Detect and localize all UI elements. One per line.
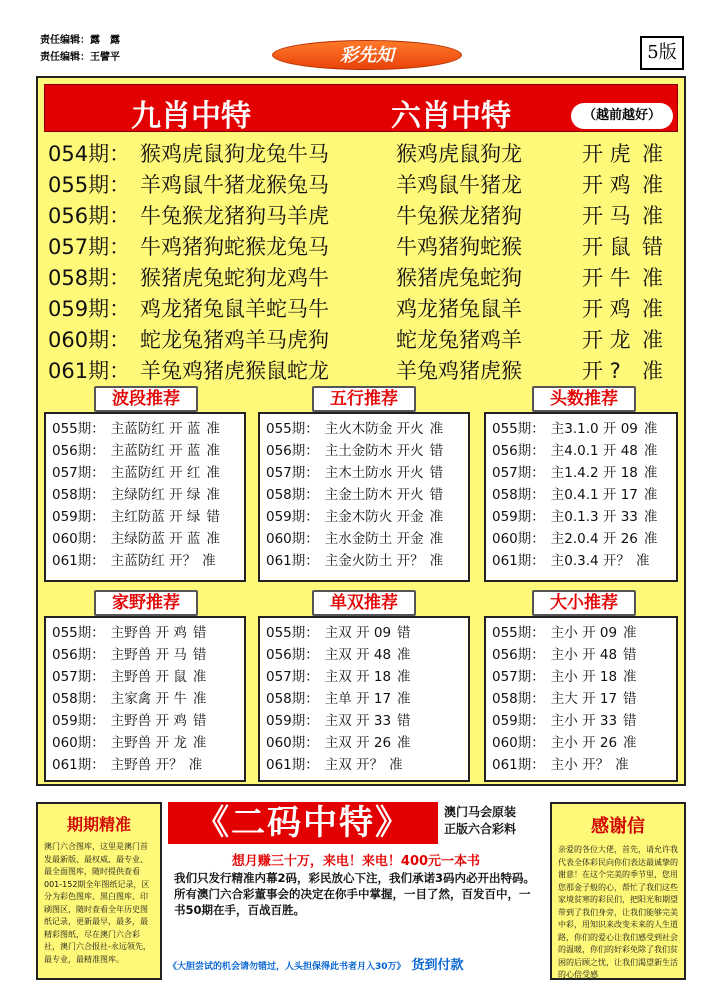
period: 060期： bbox=[48, 328, 131, 352]
draw-result: 开 虎 bbox=[582, 142, 631, 166]
section-title-five-elements: 五行推荐 bbox=[312, 386, 416, 412]
nine-zodiac: 猴猪虎兔蛇狗龙鸡牛 bbox=[140, 266, 329, 290]
draw-result: 开 龙 bbox=[582, 328, 631, 352]
accuracy: 准 bbox=[642, 328, 663, 352]
banner-tag: （越前越好） bbox=[571, 103, 673, 129]
list-item: 061期： 主双 开？ 准 bbox=[266, 757, 403, 773]
list-item: 055期： 主双 开 09 错 bbox=[266, 625, 411, 641]
head-number-box bbox=[484, 412, 678, 582]
main-panel bbox=[36, 76, 686, 786]
list-item: 057期： 主小 开 18 准 bbox=[492, 669, 637, 685]
six-zodiac: 牛鸡猪狗蛇猴 bbox=[396, 235, 522, 259]
list-item: 058期： 主大 开 17 错 bbox=[492, 691, 637, 707]
editor-line-2: 责任编辑：王譬平 bbox=[40, 52, 120, 63]
list-item: 055期： 主野兽 开 鸡 错 bbox=[52, 625, 207, 641]
list-item: 059期： 主野兽 开 鸡 错 bbox=[52, 713, 207, 729]
accuracy-ad bbox=[36, 802, 162, 980]
accuracy: 准 bbox=[642, 204, 663, 228]
list-item: 055期： 主火木防金 开火 准 bbox=[266, 421, 444, 437]
section-title-domestic-wild: 家野推荐 bbox=[94, 590, 198, 616]
list-item: 059期： 主红防蓝 开 绿 错 bbox=[52, 509, 220, 525]
list-item: 061期： 主0.3.4 开？ 准 bbox=[492, 553, 650, 569]
list-item: 056期： 主野兽 开 马 错 bbox=[52, 647, 207, 663]
editor-credits bbox=[40, 32, 120, 66]
list-item: 057期： 主双 开 18 准 bbox=[266, 669, 411, 685]
list-item: 058期： 主0.4.1 开 17 准 bbox=[492, 487, 658, 503]
zodiac-prediction-list bbox=[44, 136, 678, 384]
section-title-odd-even: 单双推荐 bbox=[312, 590, 416, 616]
nine-zodiac: 牛鸡猪狗蛇猴龙兔马 bbox=[140, 235, 329, 259]
section-title-head-number: 头数推荐 bbox=[532, 386, 636, 412]
six-zodiac: 猴猪虎兔蛇狗 bbox=[396, 266, 522, 290]
period: 061期： bbox=[48, 359, 131, 383]
title-banner bbox=[44, 84, 678, 132]
nine-zodiac: 羊鸡鼠牛猪龙猴兔马 bbox=[140, 173, 329, 197]
nine-zodiac: 鸡龙猪兔鼠羊蛇马牛 bbox=[140, 297, 329, 321]
prediction-row bbox=[44, 291, 678, 322]
accuracy: 准 bbox=[642, 266, 663, 290]
promo-line: 想月赚三十万，来电！来电！400元一本书 bbox=[231, 854, 481, 869]
list-item: 055期： 主小 开 09 准 bbox=[492, 625, 637, 641]
odd-even-box bbox=[258, 616, 470, 782]
advert-section bbox=[36, 802, 686, 980]
period: 056期： bbox=[48, 204, 131, 228]
list-item: 060期： 主野兽 开 龙 准 bbox=[52, 735, 207, 751]
prediction-row bbox=[44, 136, 678, 167]
list-item: 055期： 主蓝防红 开 蓝 准 bbox=[52, 421, 220, 437]
list-item: 060期： 主双 开 26 准 bbox=[266, 735, 411, 751]
masthead-logo: 彩先知 bbox=[272, 40, 462, 70]
list-item: 059期： 主金木防火 开金 准 bbox=[266, 509, 444, 525]
list-item: 057期： 主蓝防红 开 红 准 bbox=[52, 465, 220, 481]
guarantee-line: 《大胆尝试的机会请勿错过，人头担保得此书者月入30万》 货到付款 bbox=[168, 958, 464, 973]
list-item: 056期： 主双 开 48 准 bbox=[266, 647, 411, 663]
draw-result: 开 ? bbox=[582, 359, 621, 383]
two-code-title: 《二码中特》 bbox=[168, 802, 438, 844]
draw-result: 开 鸡 bbox=[582, 297, 631, 321]
list-item: 061期： 主小 开？ 准 bbox=[492, 757, 629, 773]
prediction-row bbox=[44, 198, 678, 229]
list-item: 059期： 主0.1.3 开 33 准 bbox=[492, 509, 658, 525]
list-item: 058期： 主绿防红 开 绿 准 bbox=[52, 487, 220, 503]
period: 055期： bbox=[48, 173, 131, 197]
prediction-row bbox=[44, 322, 678, 353]
wave-recommend-box bbox=[44, 412, 246, 582]
period: 054期： bbox=[48, 142, 131, 166]
six-zodiac: 猴鸡虎鼠狗龙 bbox=[396, 142, 522, 166]
prediction-row bbox=[44, 353, 678, 384]
list-item: 056期： 主蓝防红 开 蓝 准 bbox=[52, 443, 220, 459]
accuracy: 错 bbox=[642, 235, 663, 259]
list-item: 055期： 主3.1.0 开 09 准 bbox=[492, 421, 658, 437]
nine-zodiac: 羊兔鸡猪虎猴鼠蛇龙 bbox=[140, 359, 329, 383]
period: 059期： bbox=[48, 297, 131, 321]
nine-zodiac: 蛇龙兔猪鸡羊马虎狗 bbox=[140, 328, 329, 352]
list-item: 061期： 主金火防土 开？ 准 bbox=[266, 553, 444, 569]
six-zodiac: 牛兔猴龙猪狗 bbox=[396, 204, 522, 228]
draw-result: 开 鼠 bbox=[582, 235, 631, 259]
nine-zodiac: 牛兔猴龙猪狗马羊虎 bbox=[140, 204, 329, 228]
list-item: 057期： 主木土防水 开火 错 bbox=[266, 465, 444, 481]
list-item: 061期： 主蓝防红 开？ 准 bbox=[52, 553, 216, 569]
list-item: 059期： 主小 开 33 错 bbox=[492, 713, 637, 729]
list-item: 059期： 主双 开 33 错 bbox=[266, 713, 411, 729]
list-item: 057期： 主1.4.2 开 18 准 bbox=[492, 465, 658, 481]
edition-label: 5版 bbox=[640, 36, 684, 70]
prediction-row bbox=[44, 167, 678, 198]
section-title-wave: 波段推荐 bbox=[94, 386, 198, 412]
draw-result: 开 牛 bbox=[582, 266, 631, 290]
draw-result: 开 马 bbox=[582, 204, 631, 228]
thank-you-title: 感谢信 bbox=[591, 816, 645, 837]
thank-you-letter bbox=[550, 802, 686, 980]
list-item: 060期： 主2.0.4 开 26 准 bbox=[492, 531, 658, 547]
accuracy: 准 bbox=[642, 173, 663, 197]
five-elements-box bbox=[258, 412, 470, 582]
prediction-row bbox=[44, 229, 678, 260]
list-item: 061期： 主野兽 开？ 准 bbox=[52, 757, 203, 773]
nine-zodiac: 猴鸡虎鼠狗龙兔牛马 bbox=[140, 142, 329, 166]
list-item: 060期： 主绿防蓝 开 蓝 准 bbox=[52, 531, 220, 547]
period: 057期： bbox=[48, 235, 131, 259]
two-code-ad bbox=[168, 802, 544, 980]
section-title-big-small: 大小推荐 bbox=[532, 590, 636, 616]
list-item: 060期： 主水金防土 开金 准 bbox=[266, 531, 444, 547]
period: 058期： bbox=[48, 266, 131, 290]
list-item: 058期： 主家禽 开 牛 准 bbox=[52, 691, 207, 707]
accuracy: 准 bbox=[642, 297, 663, 321]
list-item: 056期： 主小 开 48 错 bbox=[492, 647, 637, 663]
list-item: 056期： 主4.0.1 开 48 准 bbox=[492, 443, 658, 459]
thank-you-body: 亲爱的各位大佬，首先，请允许我代表全体彩民向你们表达最诚挚的谢意！在这个完美的季节里，您用您那金子般的心，帮忙了我们这些家境贫寒的彩民们，把阳光和期望带到了我们身旁，让我们能够完美中彩，用知识来改变未来的人生道路，你们的爱心让我们感受到社会的温暖，你们的好彩免除了我们贫困的后顾之忧，让我们渴望新生活的心倍受感 bbox=[558, 845, 678, 979]
list-item: 058期： 主单 开 17 准 bbox=[266, 691, 411, 707]
list-item: 056期： 主土金防木 开火 错 bbox=[266, 443, 444, 459]
draw-result: 开 鸡 bbox=[582, 173, 631, 197]
six-zodiac: 蛇龙兔猪鸡羊 bbox=[396, 328, 522, 352]
six-zodiac-title: 六肖中特 bbox=[391, 99, 511, 134]
accuracy-ad-title: 期期精准 bbox=[66, 815, 131, 834]
list-item: 058期： 主金土防木 开火 错 bbox=[266, 487, 444, 503]
six-zodiac: 羊兔鸡猪虎猴 bbox=[396, 359, 522, 383]
list-item: 057期： 主野兽 开 鼠 准 bbox=[52, 669, 207, 685]
six-zodiac: 鸡龙猪兔鼠羊 bbox=[396, 297, 522, 321]
accuracy: 准 bbox=[642, 359, 663, 383]
accuracy: 准 bbox=[642, 142, 663, 166]
domestic-wild-box bbox=[44, 616, 246, 782]
prediction-row bbox=[44, 260, 678, 291]
big-small-box bbox=[484, 616, 678, 782]
accuracy-ad-body: 澳门六合图库，这里是澳门首发最新版、最权威、最专业、最全面图库，随时提供查看001-152期全年图纸记录，区分为彩色图库、黑白图库、印刷图区，随时查看全年历史图纸记录，更新最早，最多，最精彩图纸，尽在澳门六合彩社，澳门六合报社-永远领先，最专业，最精准图库。 bbox=[44, 842, 151, 964]
list-item: 060期： 主小 开 26 准 bbox=[492, 735, 637, 751]
cash-on-delivery: 货到付款 bbox=[411, 958, 464, 973]
nine-zodiac-title: 九肖中特 bbox=[131, 99, 251, 134]
promo-description: 我们只发行精准内幕2码，彩民放心下注，我们承诺3码内必开出特码。所有澳门六合彩董事会的决定在你手中掌握，一目了然，百发百中，一书50期在手，百战百胜。 bbox=[174, 871, 535, 917]
six-zodiac: 羊鸡鼠牛猪龙 bbox=[396, 173, 522, 197]
original-note: 澳门马会原装 正版六合彩料 bbox=[444, 805, 517, 836]
editor-line-1: 责任编辑：露 露 bbox=[40, 35, 120, 46]
